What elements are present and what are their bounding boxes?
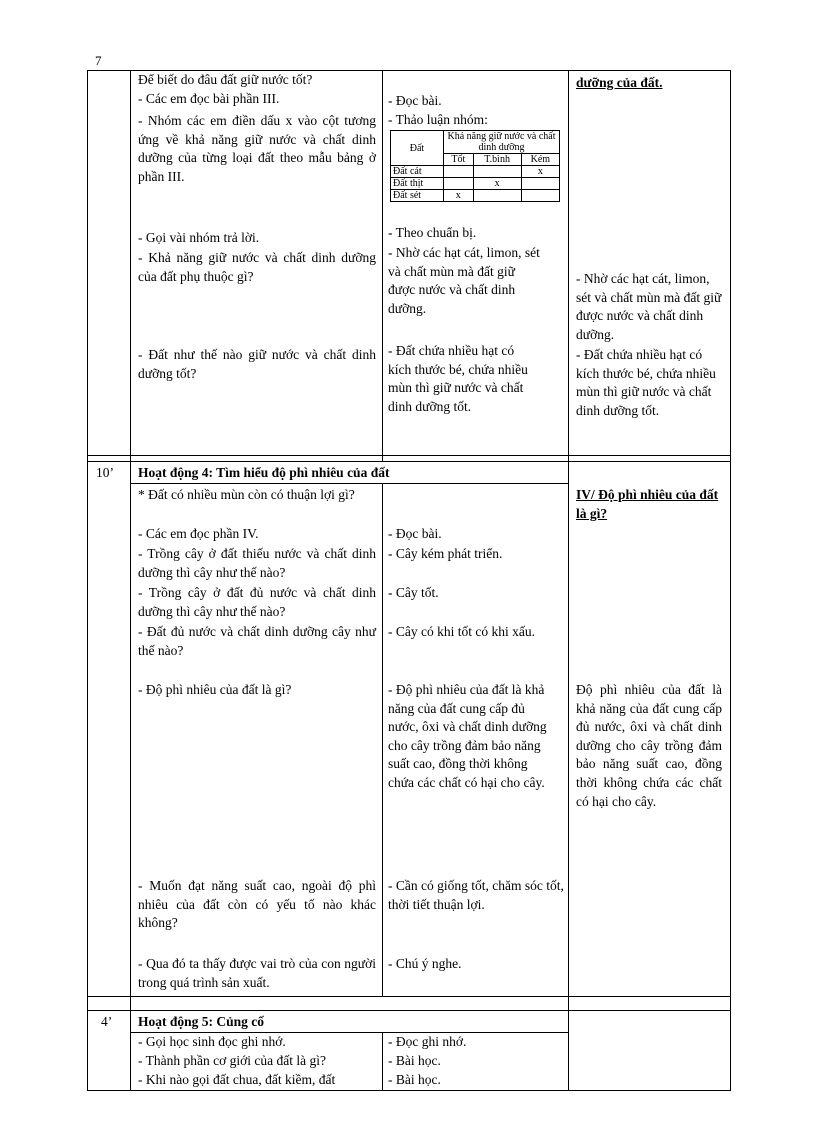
b1-c3-line4: - Nhờ các hạt cát, limon, sét và chất mùn mà đất giữ được nước và chất dinh dưỡng. xyxy=(388,245,540,316)
b1-c3-line3: - Theo chuẩn bị. xyxy=(388,225,477,240)
b2-time: 10’ xyxy=(96,465,114,480)
b2-c2-line7: - Muốn đạt năng suất cao, ngoài độ phì nhiêu của đất còn có yếu tố nào khác không? xyxy=(138,878,376,931)
mini-sub-tbinh: T.bình xyxy=(473,154,521,166)
b2-c3-line7: - Chú ý nghe. xyxy=(388,956,462,971)
b1-c2-line5: - Khả năng giữ nước và chất dinh dưỡng của đất phụ thuộc gì? xyxy=(138,250,376,284)
b1-c4-heading: dưỡng của đất. xyxy=(576,75,663,90)
b2-c3-line6: - Cần có giống tốt, chăm sóc tốt, thời tiết thuận lợi. xyxy=(388,878,564,912)
b1-c2-line6: - Đất như thế nào giữ nước và chất dinh dưỡng tốt? xyxy=(138,347,376,381)
b3-time: 4’ xyxy=(101,1014,113,1029)
b2-c2-line2: - Các em đọc phần IV. xyxy=(138,526,259,541)
b2-c2-line8: - Qua đó ta thấy được vai trò của con người trong quá trình sản xuất. xyxy=(138,956,376,990)
b2-c3-line3: - Cây tốt. xyxy=(388,585,439,600)
mini-cell: x xyxy=(473,178,521,190)
b2-c2-line1: * Đất có nhiều mùn còn có thuận lợi gì? xyxy=(138,487,355,502)
b2-c3-line2: - Cây kém phát triển. xyxy=(388,546,503,561)
table-row xyxy=(391,178,560,190)
b2-c2-line4: - Trồng cây ở đất đủ nước và chất dinh dưỡng thì cây như thế nào? xyxy=(138,585,376,619)
b2-c2-line3: - Trồng cây ở đất thiếu nước và chất dinh dưỡng thì cây như thế nào? xyxy=(138,546,376,580)
b1-c2-line1: Để biết do đâu đất giữ nước tốt? xyxy=(138,72,313,87)
table-row xyxy=(391,190,560,202)
mini-cell: x xyxy=(521,166,559,178)
b1-c2-line2: - Các em đọc bài phần III. xyxy=(138,91,280,106)
mini-cell xyxy=(444,178,474,190)
b1-c4-line3: - Đất chứa nhiều hạt có kích thước bé, chứa nhiều mùn thì giữ nước và chất dinh dưỡng tốt. xyxy=(576,347,716,418)
mini-sub-kem: Kém xyxy=(521,154,559,166)
b3-c3-line1: - Đọc ghi nhớ. xyxy=(388,1034,467,1049)
mini-sub-tot: Tốt xyxy=(444,154,474,166)
mini-cell xyxy=(473,190,521,202)
table-row xyxy=(391,166,560,178)
b1-c3-line5: - Đất chứa nhiều hạt có kích thước bé, chứa nhiều mùn thì giữ nước và chất dinh dưỡng tốt. xyxy=(388,343,528,414)
b3-c2-line1: - Gọi học sinh đọc ghi nhớ. xyxy=(138,1034,286,1049)
page-number: 7 xyxy=(95,53,102,68)
mini-head-dat: Đất xyxy=(391,131,444,166)
mini-cell xyxy=(521,178,559,190)
b3-c3-line3: - Bài học. xyxy=(388,1072,441,1087)
b2-c3-line4: - Cây có khi tốt có khi xấu. xyxy=(388,624,535,639)
b1-c3-line2: - Thảo luận nhóm: xyxy=(388,112,488,127)
mini-cell: x xyxy=(444,190,474,202)
mini-row-name: Đất thịt xyxy=(391,178,444,190)
b2-c2-line5: - Đất đủ nước và chất dinh dưỡng cây như thế nào? xyxy=(138,624,376,658)
mini-cell xyxy=(444,166,474,178)
b1-c4-line2: - Nhờ các hạt cát, limon, sét và chất mùn mà đất giữ được nước và chất dinh dưỡng. xyxy=(576,271,722,342)
b3-title: Hoạt động 5: Củng cố xyxy=(138,1014,265,1029)
mini-row-name: Đất cát xyxy=(391,166,444,178)
mini-cell xyxy=(473,166,521,178)
b2-c3-line1: - Đọc bài. xyxy=(388,526,442,541)
b1-c3-line1: - Đọc bài. xyxy=(388,93,442,108)
b3-c2-line3: - Khi nào gọi đất chua, đất kiềm, đất xyxy=(138,1072,336,1087)
b2-c3-line5: - Độ phì nhiêu của đất là khả năng của đất cung cấp đủ nước, ôxi và chất dinh dưỡng cho cây trồng đảm bảo năng suất cao, đồng thời không chứa các chất có hại cho cây. xyxy=(388,682,547,790)
mini-cell xyxy=(521,190,559,202)
mini-row-name: Đất sét xyxy=(391,190,444,202)
mini-head-group: Khả năng giữ nước và chất dinh dưỡng xyxy=(444,131,560,154)
b2-c2-line6: - Độ phì nhiêu của đất là gì? xyxy=(138,682,292,697)
b1-c2-line3: - Nhóm các em điền dấu x vào cột tương ứng về khả năng giữ nước và chất dinh dưỡng của từng loại đất theo mẫu bảng ở phần III. xyxy=(138,113,376,184)
b3-c3-line2: - Bài học. xyxy=(388,1053,441,1068)
soil-mini-table xyxy=(390,130,560,202)
b3-c2-line2: - Thành phần cơ giới của đất là gì? xyxy=(138,1053,326,1068)
b1-c2-line4: - Gọi vài nhóm trả lời. xyxy=(138,230,260,245)
b2-c4-line2: Độ phì nhiêu của đất là khả năng của đất cung cấp đủ nước, ôxi và chất dinh dưỡng cho cây trồng đảm bảo năng suất cao, đồng thời không chứa các chất có hại cho cây. xyxy=(576,682,722,809)
b2-title: Hoạt động 4: Tìm hiểu độ phì nhiêu của đất xyxy=(138,465,390,480)
b2-c4-heading: IV/ Độ phì nhiêu của đất là gì? xyxy=(576,487,719,521)
